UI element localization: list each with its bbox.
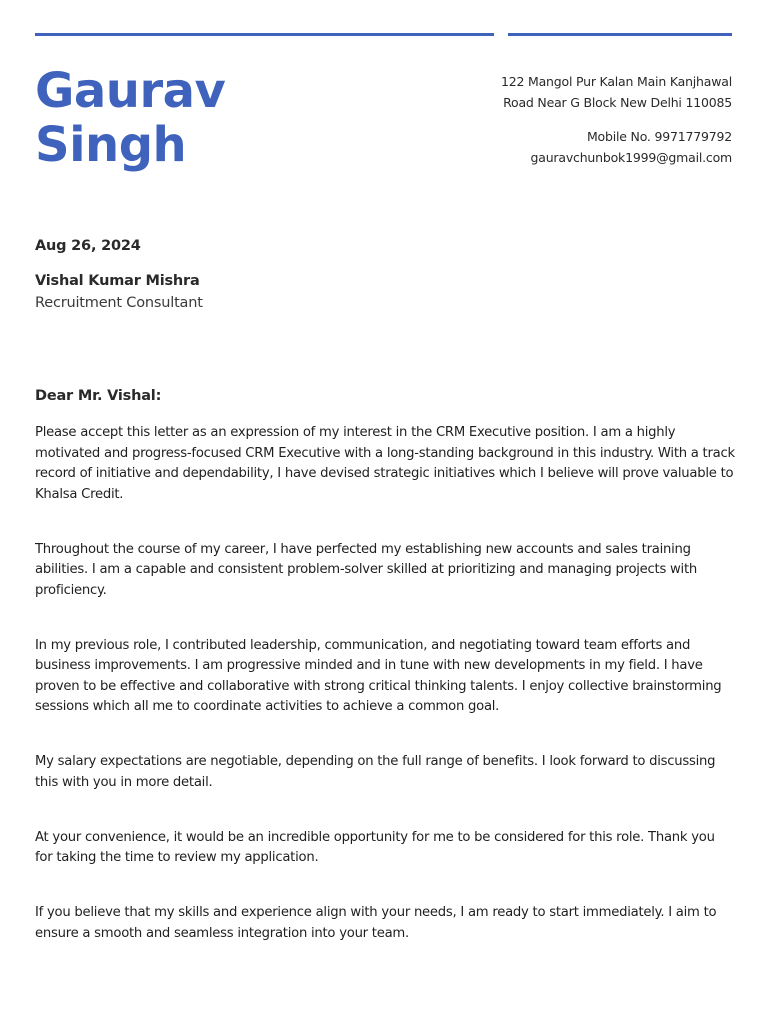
- applicant-name: [35, 64, 225, 172]
- body-paragraph-4: My salary expectations are negotiable, depending on the full range of benefits. I look forward to discussing this with you in more detail.: [35, 754, 716, 790]
- recipient-name: Vishal Kumar Mishra: [35, 273, 200, 289]
- body-paragraph-6: If you believe that my skills and experience align with your needs, I am ready to start immediately. I aim to ensure a smooth and seamless integration into your team.: [35, 905, 717, 941]
- body-paragraph-5: At your convenience, it would be an incredible opportunity for me to be considered for this role. Thank you for taking the time to review my application.: [35, 829, 715, 865]
- contact-block: [501, 71, 732, 168]
- letter-body: [35, 423, 735, 979]
- header-rule-right: [508, 33, 732, 36]
- salutation: Dear Mr. Vishal:: [35, 388, 162, 404]
- header-rule-left: [35, 33, 494, 36]
- applicant-last-name: Singh: [35, 117, 187, 173]
- letter-date: Aug 26, 2024: [35, 238, 141, 254]
- address-line-1: 122 Mangol Pur Kalan Main Kanjhawal: [500, 74, 732, 89]
- mobile-number: Mobile No. 9971779792: [586, 129, 732, 144]
- applicant-first-name: Gaurav: [35, 63, 226, 119]
- body-paragraph-3: In my previous role, I contributed leadership, communication, and negotiating toward team efforts and business improvements. I am progressive minded and in tune with new developments in my field. I have proven to be effective and collaborative with strong critical thinking talents. I enjoy collective brainstorming sessions which all me to coordinate activities to achieve a common goal.: [35, 637, 722, 714]
- body-paragraph-2: Throughout the course of my career, I have perfected my establishing new accounts and sales training abilities. I am a capable and consistent problem-solver skilled at prioritizing and managing projects with proficiency.: [35, 541, 697, 598]
- contact-spacer: [501, 113, 732, 126]
- body-paragraph-1: Please accept this letter as an expression of my interest in the CRM Executive position. I am a highly motivated and progress-focused CRM Executive with a long-standing background in this industry. With a track record of initiative and dependability, I have devised strategic initiatives which I believe will prove valuable to Khalsa Credit.: [35, 425, 735, 502]
- email-address[interactable]: gauravchunbok1999@gmail.com: [530, 150, 732, 165]
- recipient-title: Recruitment Consultant: [35, 295, 203, 311]
- address-line-2: Road Near G Block New Delhi 110085: [503, 95, 732, 110]
